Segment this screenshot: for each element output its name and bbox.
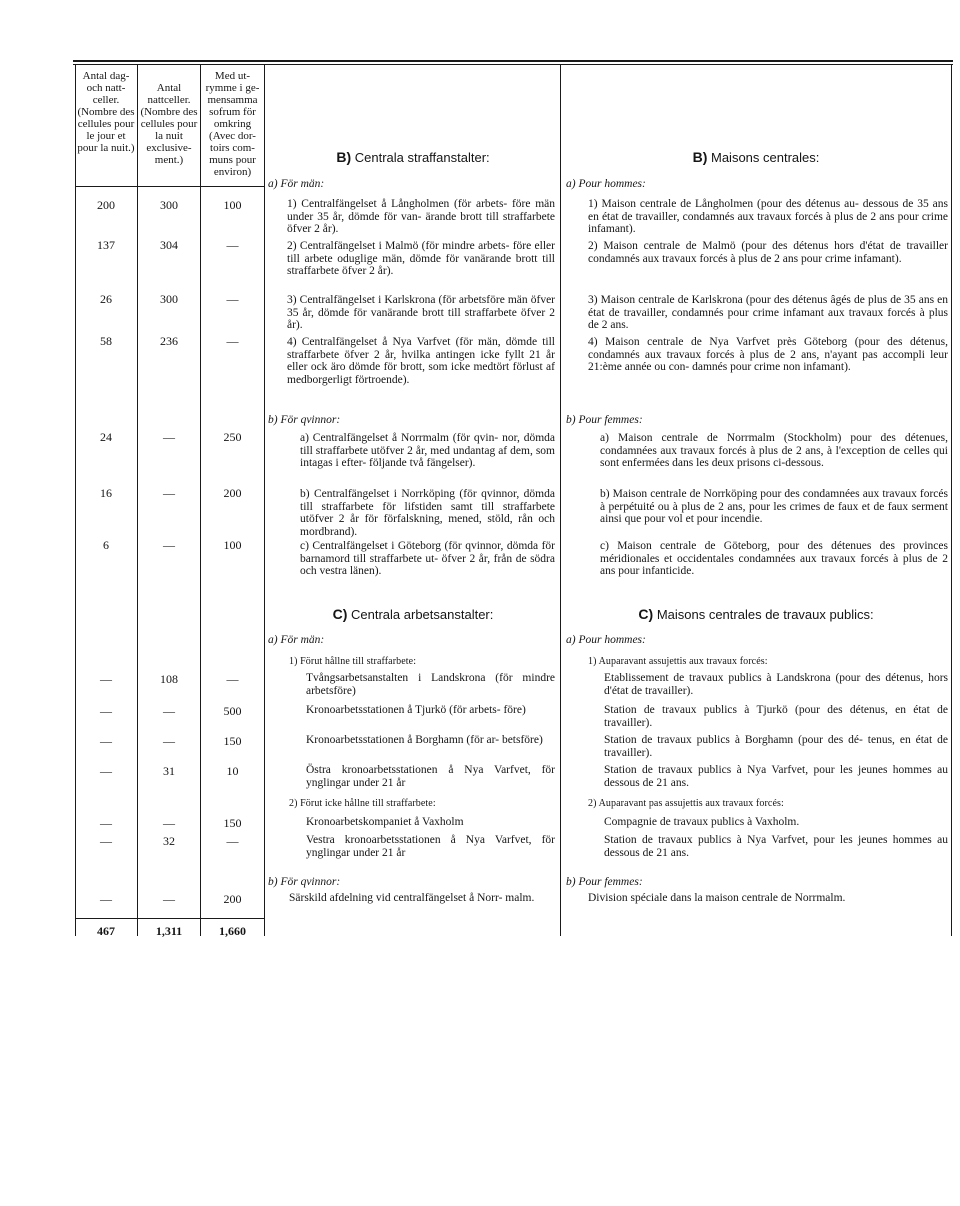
col-rule-4 — [560, 64, 561, 936]
cell-night: 304 — [160, 238, 178, 252]
section-b-text-sv: Centrala straffanstalter: — [354, 150, 490, 165]
sv-c-1d: Östra kronoarbetsstationen å Nya Varfvet, för ynglingar under 21 år — [306, 764, 555, 789]
cell-night: 31 — [163, 764, 175, 778]
cell-dorm: 10 — [226, 764, 239, 778]
cell-cells: — — [100, 764, 112, 778]
totals-rule — [75, 918, 264, 919]
col-rule-3 — [264, 64, 265, 936]
cell-night: — — [163, 816, 175, 830]
sv-c-1a: Tvångsarbetsanstalten i Landskrona (för mindre arbetsföre) — [306, 672, 555, 697]
label-a-hommes-c: a) Pour hommes: — [566, 634, 646, 646]
fr-item-b3: 3) Maison centrale de Karlskrona (pour des détenus âgés de plus de 35 ans en état de travailler, condamnés pour crime infamant aux travaux forcés à plus de 2 ans. — [588, 294, 948, 332]
section-c-letter-fr: C) — [638, 606, 654, 622]
cell-dorm: 200 — [223, 892, 242, 906]
cell-dorm: — — [226, 672, 239, 686]
top-rule-thin — [73, 64, 953, 65]
label-b-qvinnor: b) För qvinnor: — [268, 414, 341, 426]
cell-cells: — — [100, 892, 112, 906]
header-rule — [75, 186, 264, 187]
cell-cells: 137 — [97, 238, 115, 252]
section-b-title-fr — [564, 150, 948, 165]
fr-c-1d: Station de travaux publics à Nya Varfvet, pour les jeunes hommes au dessous de 21 ans. — [604, 764, 948, 789]
cell-dorm: 200 — [223, 486, 242, 500]
sv-item-b3: 3) Centralfängelset i Karlskrona (för arbetsföre män öfver 35 år, dömde för vanärande brott till straffarbete öfver 2 år). — [287, 294, 555, 332]
cell-night: — — [163, 538, 175, 552]
top-rule — [73, 60, 953, 62]
cell-cells: 24 — [100, 430, 112, 444]
cell-cells: 6 — [103, 538, 109, 552]
cell-night: 300 — [160, 292, 178, 306]
sv-item-bq-b: b) Centralfängelset i Norrköping (för qvinnor, dömda till straffarbete för lifstiden samt till straffarbete utöfver 2 år för förfalskning, mened, stöld, rån och mordbrand). — [300, 488, 555, 538]
section-b-letter-fr: B) — [692, 149, 708, 165]
col-rule-1 — [137, 64, 138, 936]
col2-header: Antal nattceller. (Nombre des cellules pour la nuit exclusive- ment.) — [140, 82, 198, 166]
cell-night: 236 — [160, 334, 178, 348]
fr-item-bq-a: a) Maison centrale de Norrmalm (Stockholm) pour des détenues, condamnées aux travaux forcés à plus de 2 ans, à l'exception de celles qui sont enfermées dans les deux prisons ci-dessous. — [600, 432, 948, 470]
cell-cells: 16 — [100, 486, 112, 500]
cell-night: — — [163, 430, 175, 444]
cell-dorm: 100 — [223, 538, 242, 552]
sv-item-bq-c: c) Centralfängelset i Göteborg (för qvinnor, dömda för barnamord till straffarbete ut- öfver 2 år, från de södra och vestra länen). — [300, 540, 555, 578]
cell-cells: 58 — [100, 334, 112, 348]
sv-item-b2: 2) Centralfängelset i Malmö (för mindre arbets- före eller till arbete oduglige män, dömde för vanärande brott till straffarbete öfver 2 år). — [287, 240, 555, 278]
cell-dorm: — — [226, 334, 239, 348]
cell-dorm: 500 — [223, 704, 242, 718]
sv-c-2a: Kronoarbetskompaniet å Vaxholm — [306, 816, 464, 828]
total-dorm: 1,660 — [219, 924, 246, 938]
cell-dorm: 250 — [223, 430, 242, 444]
label-a-man: a) För män: — [268, 178, 325, 190]
col3-header: Med ut- rymme i ge- mensamma sofrum för omkring (Avec dor- toirs com- muns pour environ) — [205, 70, 260, 178]
section-c-text-sv: Centrala arbetsanstalter: — [351, 607, 494, 622]
fr-c-1a: Etablissement de travaux publics à Landskrona (pour des détenus, hors d'état de travailler). — [604, 672, 948, 697]
cell-cells: — — [100, 834, 112, 848]
sv-c-2b: Vestra kronoarbetsstationen å Nya Varfvet, för ynglingar under 21 år — [306, 834, 555, 859]
cell-dorm: — — [226, 834, 239, 848]
section-b-text-fr: Maisons centrales: — [711, 150, 820, 165]
cell-dorm: — — [226, 292, 239, 306]
fr-c-1c: Station de travaux publics à Borghamn (pour des dé- tenus, en état de travailler). — [604, 734, 948, 759]
sv-c-heading-2: 2) Förut icke hållne till straffarbete: — [289, 798, 436, 809]
fr-item-bq-c: c) Maison centrale de Göteborg, pour des détenues des provinces méridionales et occidentales condamnées aux travaux forcés à plus de 2 ans pour infanticide. — [600, 540, 948, 578]
cell-night: 300 — [160, 198, 178, 212]
total-night: 1,311 — [155, 924, 183, 938]
cell-night: — — [163, 704, 175, 718]
fr-c-femmes: Division spéciale dans la maison centrale de Norrmalm. — [588, 892, 846, 904]
cell-night: 108 — [160, 672, 178, 686]
cell-dorm: 100 — [223, 198, 242, 212]
sv-c-heading-1: 1) Förut hållne till straffarbete: — [289, 656, 417, 667]
sv-item-b1: 1) Centralfängelset å Långholmen (för arbets- före män under 35 år, dömde för van- ärande brott till straffarbete öfver 2 år). — [287, 198, 555, 236]
fr-item-b1: 1) Maison centrale de Långholmen (pour des détenus au- dessous de 35 ans en état de travailler, condamnés aux travaux forcés à plus de 2 ans pour crime infamant). — [588, 198, 948, 236]
sv-c-qvinnor: Särskild afdelning vid centralfängelset å Norr- malm. — [289, 892, 535, 904]
label-a-hommes: a) Pour hommes: — [566, 178, 646, 190]
cell-cells: — — [100, 734, 112, 748]
cell-cells: — — [100, 816, 112, 830]
cell-night: — — [163, 734, 175, 748]
fr-c-1b: Station de travaux publics à Tjurkö (pour des détenus, en état de travailler). — [604, 704, 948, 729]
cell-night: — — [163, 892, 175, 906]
cell-dorm: 150 — [223, 816, 242, 830]
fr-item-b4: 4) Maison centrale de Nya Varfvet près Göteborg (pour des détenus, condamnés aux travaux forcés à plus de 2 ans, n'ayant pas accompli leur 21:ème année ou con- damnés pour crime non infamant). — [588, 336, 948, 374]
label-b-qvinnor-c: b) För qvinnor: — [268, 876, 341, 888]
section-b-title-sv — [268, 150, 558, 165]
cell-night: — — [163, 486, 175, 500]
cell-dorm: 150 — [223, 734, 242, 748]
cell-cells: — — [100, 704, 112, 718]
label-b-femmes: b) Pour femmes: — [566, 414, 643, 426]
sv-item-b4: 4) Centralfängelset å Nya Varfvet (för män, dömde till straffarbete öfver 2 år, hvilka antingen icke fyllt 21 år eller ock äro dömde för brott, som icke medtört förlust af medborgerligt förtroende). — [287, 336, 555, 386]
col-rule-right — [951, 64, 952, 936]
sv-c-1b: Kronoarbetsstationen å Tjurkö (för arbets- före) — [306, 704, 526, 716]
col-rule-2 — [200, 64, 201, 936]
col1-header: Antal dag- och natt- celler. (Nombre des cellules pour le jour et pour la nuit.) — [77, 70, 135, 154]
fr-item-b2: 2) Maison centrale de Malmö (pour des détenus hors d'état de travailler condamnés aux travaux forcés à plus de 2 ans pour crime infamant). — [588, 240, 948, 265]
sv-c-1c: Kronoarbetsstationen å Borghamn (för ar- betsföre) — [306, 734, 543, 746]
col-rule-left — [75, 64, 76, 936]
section-c-title-sv — [268, 607, 558, 622]
section-c-letter: C) — [332, 606, 348, 622]
fr-c-2a: Compagnie de travaux publics à Vaxholm. — [604, 816, 800, 828]
fr-c-heading-1: 1) Auparavant assujettis aux travaux forcés: — [588, 656, 768, 667]
fr-c-heading-2: 2) Auparavant pas assujettis aux travaux forcés: — [588, 798, 784, 809]
cell-dorm: — — [226, 238, 239, 252]
sv-item-bq-a: a) Centralfängelset å Norrmalm (för qvin- nor, dömda till straffarbete utöfver 2 år, med undantag af dem, som intagas i efter- följande två fängelser). — [300, 432, 555, 470]
cell-cells: 26 — [100, 292, 112, 306]
fr-c-2b: Station de travaux publics à Nya Varfvet, pour les jeunes hommes au dessous de 21 ans. — [604, 834, 948, 859]
label-b-femmes-c: b) Pour femmes: — [566, 876, 643, 888]
section-c-title-fr — [564, 607, 948, 622]
total-cells: 467 — [97, 924, 115, 938]
section-b-letter: B) — [336, 149, 352, 165]
cell-cells: — — [100, 672, 112, 686]
cell-night: 32 — [163, 834, 175, 848]
fr-item-bq-b: b) Maison centrale de Norrköping pour des condamnées aux travaux forcés à perpétuité ou à plus de 2 ans, pour les crimes de faux et de faux serment ainsi que pour vol et pour incendie. — [600, 488, 948, 526]
label-a-man-c: a) För män: — [268, 634, 325, 646]
section-c-text-fr: Maisons centrales de travaux publics: — [656, 607, 874, 622]
cell-cells: 200 — [97, 198, 115, 212]
